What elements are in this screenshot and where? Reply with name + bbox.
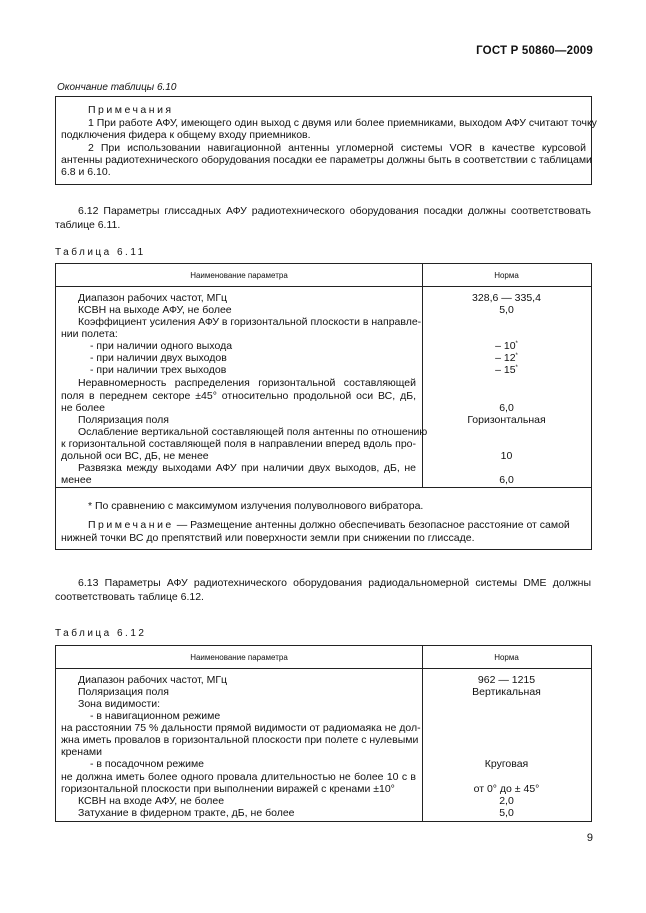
table-row-param: кренами (61, 746, 102, 758)
table-row-norm: 6,0 (499, 402, 514, 414)
table-row-param: Коэффициент усиления АФУ в горизонтальной плоскости в направле- (78, 316, 422, 328)
table-row-param: горизонтальной плоскости при выполнении виражей с кренами ±10° (61, 783, 395, 795)
table-6-12 (55, 645, 592, 822)
notes-box-6-10 (55, 96, 597, 185)
table-row-param: КСВН на входе АФУ, не более (78, 795, 225, 807)
table-row-param: КСВН на выходе АФУ, не более (78, 304, 232, 316)
table-6-11-header-param: Наименование параметра (190, 271, 288, 280)
table-6-11-caption: Таблица 6.11 (55, 247, 146, 258)
table-row-param: - в навигационном режиме (90, 710, 221, 722)
table-row-norm: 6,0 (499, 474, 514, 486)
table-row-param: дольной оси ВС, дБ, не менее (61, 450, 209, 462)
table-6-11-header-norm: Норма (494, 271, 519, 280)
table-row-norm: 10 (500, 450, 513, 462)
table-row-param: Неравномерность распределения горизонтальной составляющей (78, 377, 416, 389)
norm-value: – 10 (495, 340, 516, 352)
table-row-param: на расстоянии 75 % дальности прямой видимости от радиомаяка не дол- (61, 722, 421, 734)
table-row-norm (422, 364, 591, 376)
table-row-norm: 328,6 — 335,4 (472, 292, 541, 304)
paragraph-6-12-line-1: 6.12 Параметры глиссадных АФУ радиотехнического оборудования посадки должны соответствовать (78, 205, 591, 217)
table-row-param: поля в переднем секторе ±45° относительно продольной оси ВС, дБ, (61, 390, 416, 402)
table-row-norm: Круговая (484, 758, 529, 770)
table-6-11-footnote: * По сравнению с максимумом излучения полуволнового вибратора. (88, 500, 424, 512)
table-row-param: Зона видимости: (78, 698, 161, 710)
table-row-norm (422, 352, 591, 364)
table-row-param: Диапазон рабочих частот, МГц (78, 674, 228, 686)
paragraph-6-13-line-1: 6.13 Параметры АФУ радиотехнического оборудования радиодальномерной системы DME должны (78, 577, 591, 589)
note-text: — Размещение антенны должно обеспечивать безопасное расстояние от самой (173, 519, 570, 531)
table-row-param: - при наличии двух выходов (90, 352, 227, 364)
note-1-line-1: 1 При работе АФУ, имеющего один выход с двумя или более приемниками, выходом АФУ считают точку (88, 117, 597, 129)
table-row-norm: 5,0 (499, 807, 514, 819)
table-row-norm: 5,0 (499, 304, 514, 316)
footnote-mark: * (515, 353, 518, 359)
table-row-norm: от 0° до ± 45° (473, 783, 540, 795)
norm-value: – 15 (495, 364, 516, 376)
note-2-line-2: антенны радиотехнического оборудования посадки ее параметры должны быть в соответствии с таблицами (61, 154, 592, 166)
table-6-11-note (88, 519, 586, 531)
table-row-param: нии полета: (61, 328, 118, 340)
table-6-11 (55, 263, 592, 550)
footnote-mark: * (515, 365, 518, 371)
note-2-line-3: 6.8 и 6.10. (61, 166, 111, 178)
table-row-param: Поляризация поля (78, 686, 169, 698)
table-continuation-caption: Окончание таблицы 6.10 (57, 82, 177, 93)
notes-title: Примечания (88, 104, 174, 116)
table-6-11-note-line-2: нижней точки ВС до препятствий или поверхности земли при снижении по глиссаде. (61, 532, 475, 544)
table-row-param: Ослабление вертикальной составляющей поля антенны по отношению (78, 426, 428, 438)
note-label: Примечание (88, 519, 174, 531)
table-row-param: Развязка между выходами АФУ при наличии двух выходов, дБ, не (78, 462, 416, 474)
table-row-param: - в посадочном режиме (90, 758, 205, 770)
table-row-param: не должна иметь более одного провала длительностью не более 10 с в (61, 771, 416, 783)
table-row-param: жна иметь провалов в горизонтальной плоскости при полете с нулевыми (61, 734, 419, 746)
table-row-norm (422, 340, 591, 352)
norm-value: – 12 (495, 352, 516, 364)
paragraph-6-12-line-2: таблице 6.11. (55, 219, 121, 231)
table-row-param: Поляризация поля (78, 414, 169, 426)
note-2-line-1: 2 При использовании навигационной антенны угломерной системы VOR в качестве курсовой (88, 142, 586, 154)
table-row-param: Затухание в фидерном тракте, дБ, не более (78, 807, 295, 819)
table-6-12-header-param: Наименование параметра (190, 653, 288, 662)
table-row-param: к горизонтальной составляющей поля в направлении вперед вдоль про- (61, 438, 416, 450)
table-row-param: - при наличии трех выходов (90, 364, 227, 376)
table-row-norm: 2,0 (499, 795, 514, 807)
document-id: ГОСТ Р 50860—2009 (476, 45, 593, 57)
page-number: 9 (586, 832, 593, 844)
table-row-param: менее (61, 474, 92, 486)
table-6-12-header-norm: Норма (494, 653, 519, 662)
paragraph-6-13-line-2: соответствовать таблице 6.12. (55, 591, 204, 603)
table-row-param: не более (61, 402, 105, 414)
table-6-12-caption: Таблица 6.12 (55, 628, 147, 639)
table-row-norm: Вертикальная (472, 686, 541, 698)
table-row-param: Диапазон рабочих частот, МГц (78, 292, 228, 304)
note-1-line-2: подключения фидера к общему входу приемников. (61, 129, 311, 141)
table-row-norm: 962 — 1215 (477, 674, 536, 686)
table-row-norm: Горизонтальная (467, 414, 546, 426)
table-row-param: - при наличии одного выхода (90, 340, 233, 352)
footnote-mark: * (515, 341, 518, 347)
